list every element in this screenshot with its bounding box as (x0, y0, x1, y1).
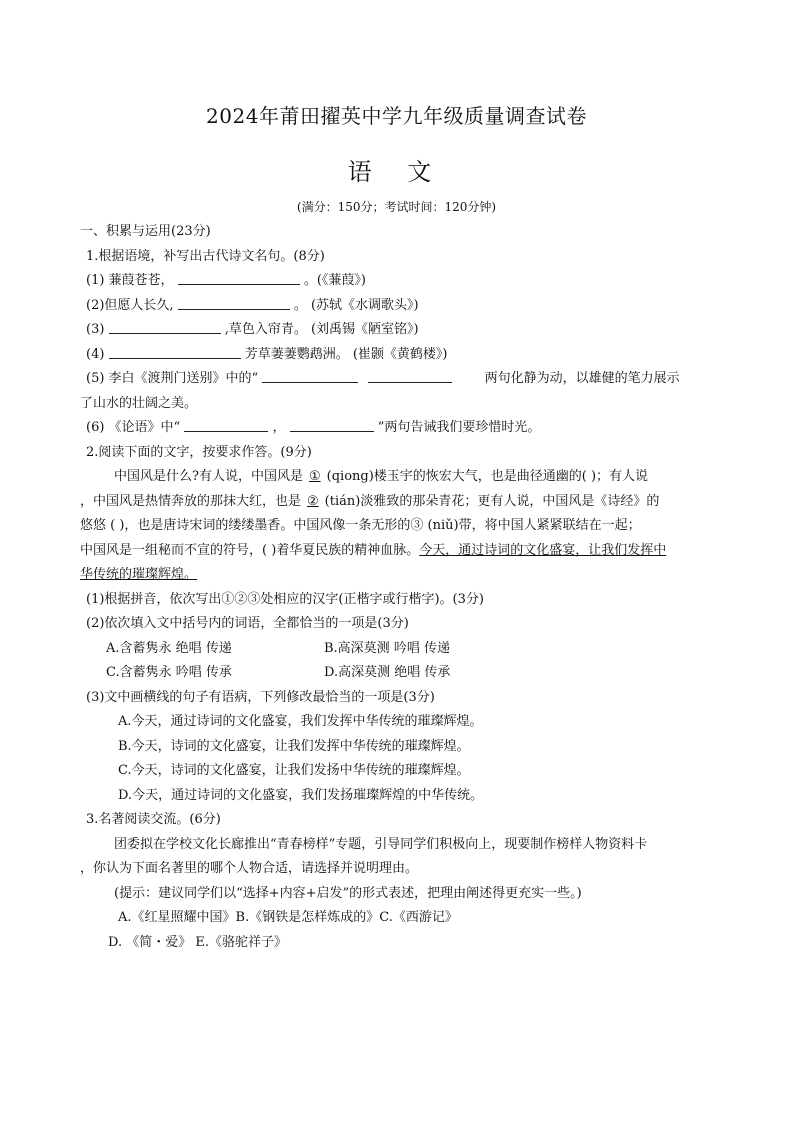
answer-blank[interactable] (178, 270, 300, 285)
q2-passage-line-1 (80, 465, 725, 490)
q2-sub-2-options-row-1 (80, 637, 725, 662)
q1-item-3-text: ,草色入帘青。 (刘禹锡《陋室铭》) (224, 322, 419, 337)
subject-title: 语 文 (347, 158, 446, 186)
option-b: B.今天，诗词的文化盛宴，让我们发挥中华传统的璀璨辉煌。 (118, 738, 470, 754)
exam-title: 2024年莆田擢英中学九年级质量调查试卷 (206, 104, 587, 128)
q1-item-5-text: (5) 李白《渡荆门送别》中的“ (86, 371, 259, 386)
q1-item-1-source: 。(《蒹葭》) (303, 273, 366, 288)
q2-passage-text: 中国风是什么?有人说，中国风是 (114, 469, 303, 484)
q1-item-6 (80, 416, 725, 441)
q2-passage-line-4 (80, 539, 725, 564)
q2-sub-3: (3)文中画横线的句子有语病，下列修改最恰当的一项是(3分) (86, 689, 435, 705)
q1-item-4-num: (4) (86, 346, 105, 362)
q1-item-6-comma: ， (272, 420, 286, 435)
q3-para-1: 团委拟在学校文化长廊推出“青春榜样”专题，引导同学们积极向上，现要制作榜样人物资料卡 (114, 836, 648, 852)
q2-passage-line-3: 悠悠 ( )，也是唐诗宋词的缕缕墨香。中国风像一条无形的③ (niǔ)带，将中国人紧紧联结在一起； (80, 518, 641, 533)
q3-options-row-2: D. 《简・爱》 E.《骆驼祥子》 (108, 934, 287, 950)
q1-item-1 (80, 269, 725, 294)
option-c: C.今天，诗词的文化盛宴，让我们发扬中华传统的璀璨辉煌。 (118, 763, 470, 778)
answer-blank[interactable] (178, 295, 290, 310)
q2-sub-2-options-row-2 (80, 661, 725, 686)
answer-blank[interactable] (109, 319, 221, 334)
underlined-sentence: 华传统的璀璨辉煌。 (80, 567, 198, 582)
q2-sub-2: (2)依次填入文中括号内的词语，全都恰当的一项是(3分) (86, 616, 409, 631)
q1-item-4 (80, 343, 725, 368)
q2-stem: 2.阅读下面的文字，按要求作答。(9分) (86, 444, 312, 460)
q1-item-1-text: (1) 蒹葭苍苍， (86, 273, 174, 288)
exam-meta: (满分：150分；考试时间：120分钟) (296, 200, 497, 214)
q2-passage-text: (tián)淡雅致的那朵青花；更有人说，中国风是《诗经》的 (324, 493, 660, 509)
q3-stem: 3.名著阅读交流。(6分) (86, 812, 221, 827)
q1-item-5-cont: 了山水的壮阔之美。 (80, 395, 198, 411)
blank-1: ① (308, 469, 321, 484)
q1-stem: 1.根据语境，补写出古代诗文名句。(8分) (86, 248, 325, 264)
option-c: C.含蓄隽永 吟唱 传承 (106, 665, 232, 680)
option-a: A.今天，通过诗词的文化盛宴，我们发挥中华传统的璀璨辉煌。 (118, 714, 483, 729)
q2-passage-text: 中国风是一组秘而不宣的符号，( )着华夏民族的精神血脉。 (80, 542, 420, 558)
option-d: D.高深莫测 绝唱 传承 (324, 665, 451, 680)
q3-para-2: ，你认为下面名著里的哪个人物合适，请选择并说明理由。 (80, 861, 419, 876)
q1-item-2-source: 。 (苏轼《水调歌头》) (293, 297, 419, 313)
answer-blank[interactable] (290, 417, 374, 432)
section-heading: 一、积累与运用(23分) (80, 224, 211, 239)
option-d: D.今天，通过诗词的文化盛宴，我们发扬璀璨辉煌的中华传统。 (118, 787, 484, 803)
answer-blank[interactable] (109, 344, 241, 359)
q2-passage-line-2 (80, 490, 725, 515)
q2-passage-line-5 (80, 563, 725, 588)
q3-hint: (提示：建议同学们以“选择+内容+启发”的形式表述，把理由阐述得更充实一些。) (114, 885, 582, 901)
option-a: A.含蓄隽永 绝唱 传递 (106, 640, 232, 656)
q1-item-3-num: (3) (86, 322, 105, 337)
answer-blank[interactable] (368, 368, 452, 383)
option-b: B.高深莫测 吟唱 传递 (324, 640, 450, 656)
answer-blank[interactable] (184, 417, 268, 432)
q2-passage-text: ，中国风是热情奔放的那抹大红，也是 (80, 493, 302, 509)
q1-item-6-tail: ”两句告诫我们要珍惜时光。 (377, 420, 541, 435)
q2-sub-1: (1)根据拼音，依次写出①②③处相应的汉字(正楷字或行楷字)。(3分) (86, 591, 484, 607)
q1-item-5-text-b: 两句化静为动，以雄健的笔力展示 (484, 371, 680, 386)
q1-item-2-text: (2)但愿人长久, (86, 297, 174, 313)
q1-item-3 (80, 318, 725, 343)
q1-item-6-text: (6) 《论语》中“ (86, 420, 181, 435)
blank-2: ② (307, 493, 319, 509)
answer-blank[interactable] (262, 368, 358, 383)
q2-passage-text: (qiong)楼玉宇的恢宏大气，也是曲径通幽的( )；有人说 (326, 469, 649, 484)
q1-item-4-text: 芳草萋萋鹦鹉洲。 (崔颢《黄鹤楼》) (244, 346, 448, 362)
underlined-sentence: 今天，通过诗词的文化盛宴，让我们发挥中 (419, 542, 667, 558)
q3-options-row-1: A.《红星照耀中国》B.《钢铁是怎样炼成的》C.《西游记》 (118, 910, 458, 925)
q1-item-2 (80, 294, 725, 319)
exam-content (80, 220, 725, 955)
q1-item-5 (80, 367, 725, 392)
